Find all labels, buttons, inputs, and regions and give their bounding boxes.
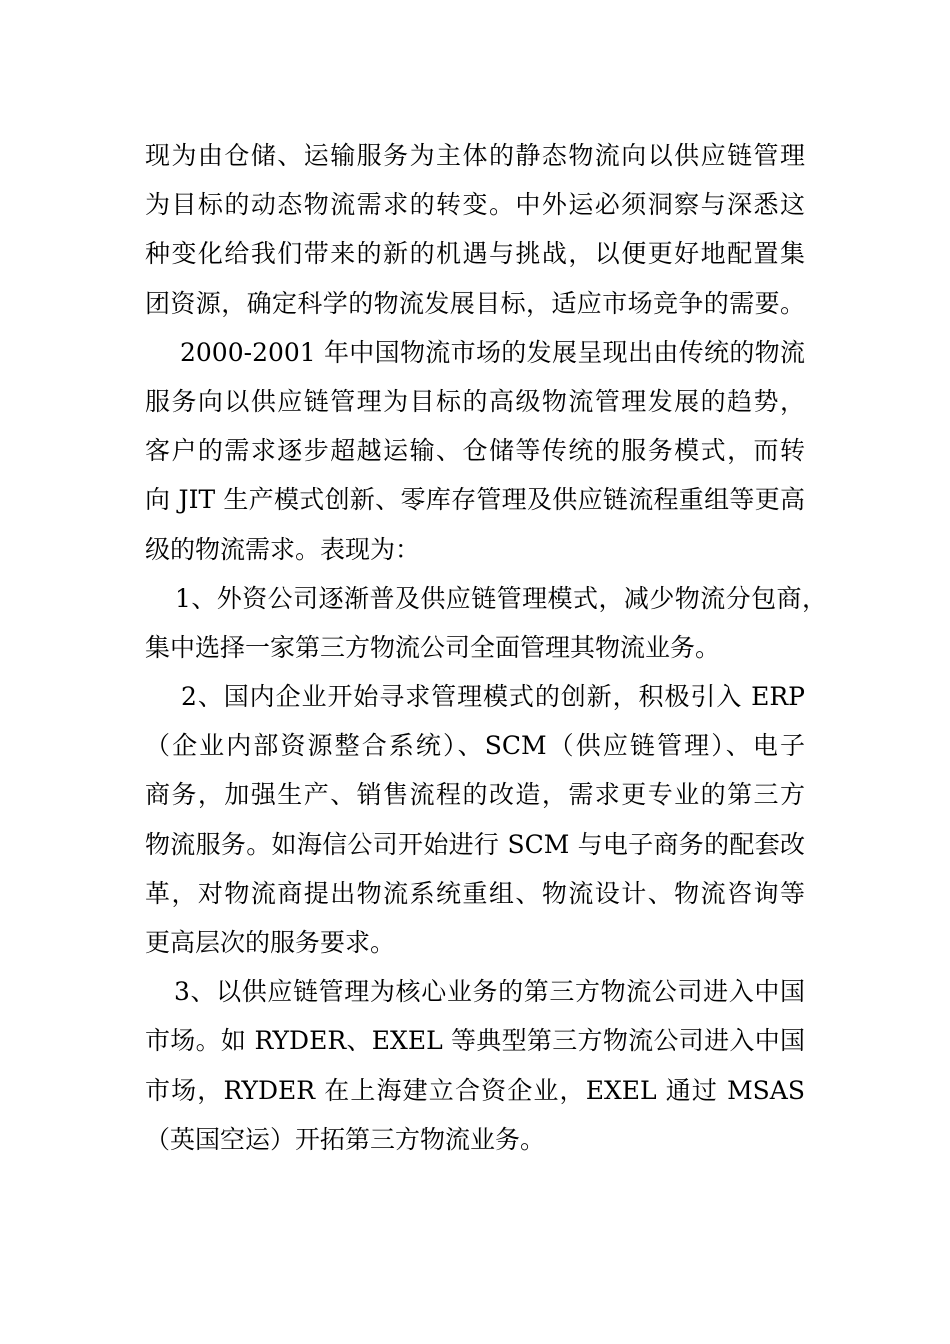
paragraph-line: 物流服务。如海信公司开始进行 SCM 与电子商务的配套改: [145, 829, 805, 859]
paragraph-3: [145, 574, 835, 672]
paragraph-line: 2、国内企业开始寻求管理模式的创新，积极引入 ERP: [181, 682, 805, 712]
paragraph-line: 革，对物流商提出物流系统重组、物流设计、物流咨询等: [145, 878, 805, 908]
paragraph-line: 市场，RYDER 在上海建立合资企业，EXEL 通过 MSAS: [145, 1075, 805, 1105]
paragraph-line: 市场。如 RYDER、EXEL 等典型第三方物流公司进入中国: [145, 1026, 805, 1056]
paragraph-line: 2000-2001 年中国物流市场的发展呈现出由传统的物流: [180, 337, 805, 367]
paragraph-5: [145, 967, 835, 1164]
paragraph-line: 3、以供应链管理为核心业务的第三方物流公司进入中国: [174, 977, 805, 1007]
paragraph-line: 级的物流需求。表现为：: [145, 534, 421, 564]
paragraph-line: 更高层次的服务要求。: [145, 928, 396, 957]
paragraph-1: [145, 131, 835, 328]
paragraph-line: 商务，加强生产、销售流程的改造，需求更专业的第三方: [145, 780, 805, 810]
document-body: [145, 131, 835, 1164]
paragraph-line: 客户的需求逐步超越运输、仓储等传统的服务模式，而转: [145, 436, 805, 466]
paragraph-2: [145, 328, 835, 574]
paragraph-line: 服务向以供应链管理为目标的高级物流管理发展的趋势，: [145, 386, 805, 416]
paragraph-line: 团资源，确定科学的物流发展目标，适应市场竞争的需要。: [145, 288, 805, 318]
paragraph-line: （企业内部资源整合系统）、SCM（供应链管理）、电子: [145, 731, 805, 761]
paragraph-line: 为目标的动态物流需求的转变。中外运必须洞察与深悉这: [145, 190, 805, 220]
paragraph-line: （英国空运）开拓第三方物流业务。: [145, 1124, 546, 1154]
paragraph-line: 向 JIT 生产模式创新、零库存管理及供应链流程重组等更高: [145, 485, 805, 515]
paragraph-line: 种变化给我们带来的新的机遇与挑战，以便更好地配置集: [145, 239, 805, 269]
paragraph-line: 1、外资公司逐渐普及供应链管理模式，减少物流分包商，: [175, 583, 827, 613]
paragraph-line: 集中选择一家第三方物流公司全面管理其物流业务。: [145, 632, 721, 662]
paragraph-line: 现为由仓储、运输服务为主体的静态物流向以供应链管理: [145, 141, 805, 170]
paragraph-4: [145, 672, 835, 967]
